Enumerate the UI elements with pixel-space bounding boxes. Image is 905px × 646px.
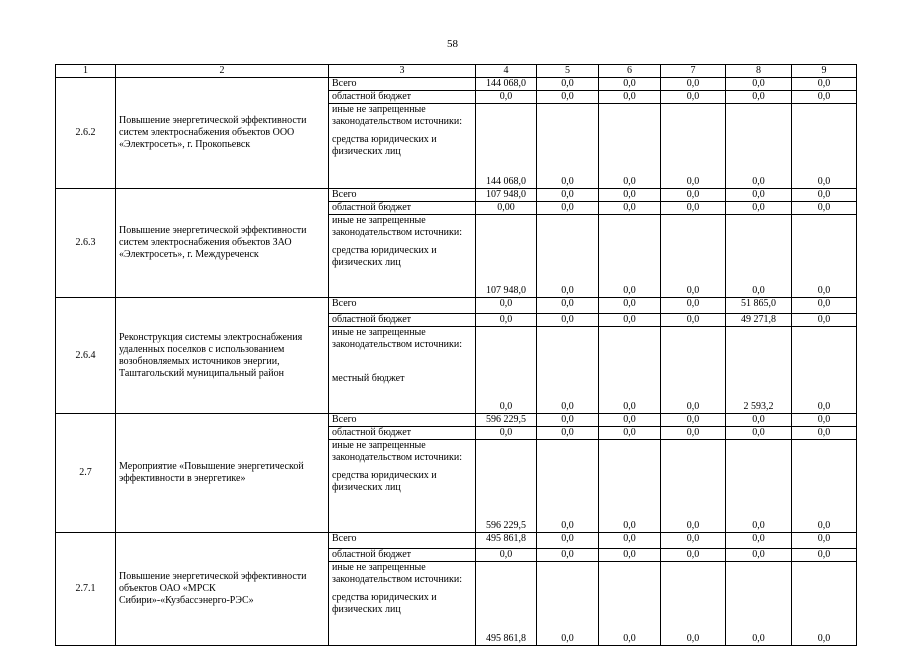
value-cell: 596 229,5 xyxy=(476,414,537,427)
value-cell: 0,0 xyxy=(537,533,599,549)
value-cell: 0,0 xyxy=(599,202,661,215)
value-cell: 0,0 xyxy=(661,533,726,549)
value-cell: 0,0 xyxy=(599,215,661,298)
value-cell: 0,0 xyxy=(726,202,792,215)
value-cell: 0,0 xyxy=(661,549,726,562)
measure-code: 2.6.4 xyxy=(56,298,116,414)
funding-source xyxy=(329,104,476,189)
value-cell: 51 865,0 xyxy=(726,298,792,314)
funding-source: Всего xyxy=(329,78,476,91)
value-cell: 0,0 xyxy=(792,414,857,427)
header-row xyxy=(56,65,857,78)
value-cell: 0,0 xyxy=(726,414,792,427)
column-header: 2 xyxy=(116,65,329,78)
value-cell: 0,0 xyxy=(599,427,661,440)
table-row xyxy=(56,533,857,549)
value-cell: 0,0 xyxy=(661,440,726,533)
measure-code: 2.6.2 xyxy=(56,78,116,189)
value-cell: 0,0 xyxy=(661,78,726,91)
value-cell: 495 861,8 xyxy=(476,562,537,646)
funding-source: Всего xyxy=(329,298,476,314)
measure-name: Повышение энергетической эффективности систем электроснабжения объектов ЗАО «Электросеть», г. Междуреченск xyxy=(116,189,329,298)
value-cell: 107 948,0 xyxy=(476,189,537,202)
funding-source-label: средства юридических и физических лиц xyxy=(332,134,437,157)
value-cell: 144 068,0 xyxy=(476,78,537,91)
table-row xyxy=(56,189,857,202)
value-cell: 0,0 xyxy=(537,104,599,189)
value-cell: 0,0 xyxy=(537,215,599,298)
funding-source xyxy=(329,440,476,533)
funding-source: Всего xyxy=(329,189,476,202)
value-cell: 0,0 xyxy=(599,91,661,104)
funding-source: областной бюджет xyxy=(329,91,476,104)
column-header: 3 xyxy=(329,65,476,78)
value-cell: 0,0 xyxy=(726,215,792,298)
column-header: 7 xyxy=(661,65,726,78)
value-cell: 0,0 xyxy=(537,562,599,646)
value-cell: 0,0 xyxy=(792,427,857,440)
funding-source xyxy=(329,327,476,414)
value-cell: 0,0 xyxy=(661,298,726,314)
page-number: 58 xyxy=(447,38,458,50)
value-cell: 495 861,8 xyxy=(476,533,537,549)
measure-name: Реконструкция системы электроснабжения удаленных поселков с использованием возобновляемых источников энергии, Таштагольский муниципальный район xyxy=(116,298,329,414)
funding-source: областной бюджет xyxy=(329,427,476,440)
table-body xyxy=(56,65,857,646)
value-cell: 0,0 xyxy=(537,314,599,327)
measure-code: 2.6.3 xyxy=(56,189,116,298)
value-cell: 0,0 xyxy=(726,549,792,562)
value-cell: 0,0 xyxy=(726,562,792,646)
value-cell: 0,0 xyxy=(599,327,661,414)
funding-source xyxy=(329,215,476,298)
value-cell: 0,0 xyxy=(661,414,726,427)
measure-name: Повышение энергетической эффективности объектов ОАО «МРСК Сибири»-«Кузбассэнерго-РЭС» xyxy=(116,533,329,646)
value-cell: 0,0 xyxy=(537,427,599,440)
value-cell: 0,0 xyxy=(537,202,599,215)
value-cell: 0,0 xyxy=(792,189,857,202)
funding-source xyxy=(329,562,476,646)
value-cell: 0,0 xyxy=(792,215,857,298)
value-cell: 0,0 xyxy=(726,78,792,91)
value-cell: 0,0 xyxy=(599,440,661,533)
value-cell: 0,0 xyxy=(599,104,661,189)
value-cell: 0,0 xyxy=(792,314,857,327)
value-cell: 0,0 xyxy=(476,298,537,314)
funding-source-label: местный бюджет xyxy=(332,373,405,384)
value-cell: 0,0 xyxy=(537,414,599,427)
other-sources-label: иные не запрещенные законодательством источники: xyxy=(332,327,463,350)
value-cell: 0,0 xyxy=(792,533,857,549)
value-cell: 0,0 xyxy=(661,215,726,298)
value-cell: 0,0 xyxy=(476,314,537,327)
value-cell: 0,0 xyxy=(726,91,792,104)
funding-source: областной бюджет xyxy=(329,549,476,562)
value-cell: 144 068,0 xyxy=(476,104,537,189)
table-row xyxy=(56,414,857,427)
column-header: 8 xyxy=(726,65,792,78)
value-cell: 0,0 xyxy=(661,562,726,646)
value-cell: 0,0 xyxy=(792,104,857,189)
value-cell: 0,0 xyxy=(537,78,599,91)
funding-source: областной бюджет xyxy=(329,202,476,215)
value-cell: 0,0 xyxy=(537,327,599,414)
column-header: 6 xyxy=(599,65,661,78)
table-row xyxy=(56,78,857,91)
value-cell: 0,0 xyxy=(792,549,857,562)
value-cell: 0,0 xyxy=(726,533,792,549)
value-cell: 0,0 xyxy=(661,314,726,327)
column-header: 9 xyxy=(792,65,857,78)
column-header: 1 xyxy=(56,65,116,78)
value-cell: 0,0 xyxy=(537,440,599,533)
measure-code: 2.7.1 xyxy=(56,533,116,646)
value-cell: 0,0 xyxy=(661,427,726,440)
value-cell: 0,0 xyxy=(599,189,661,202)
value-cell: 0,0 xyxy=(537,549,599,562)
value-cell: 0,0 xyxy=(792,440,857,533)
value-cell: 0,0 xyxy=(537,298,599,314)
value-cell: 0,00 xyxy=(476,202,537,215)
other-sources-label: иные не запрещенные законодательством источники: xyxy=(332,215,463,238)
column-header: 4 xyxy=(476,65,537,78)
value-cell: 0,0 xyxy=(792,202,857,215)
value-cell: 0,0 xyxy=(476,427,537,440)
value-cell: 0,0 xyxy=(476,327,537,414)
funding-source: Всего xyxy=(329,533,476,549)
value-cell: 0,0 xyxy=(599,298,661,314)
value-cell: 2 593,2 xyxy=(726,327,792,414)
value-cell: 0,0 xyxy=(537,189,599,202)
table-row xyxy=(56,298,857,314)
measure-name: Мероприятие «Повышение энергетической эффективности в энергетике» xyxy=(116,414,329,533)
value-cell: 0,0 xyxy=(792,298,857,314)
value-cell: 49 271,8 xyxy=(726,314,792,327)
value-cell: 0,0 xyxy=(599,314,661,327)
other-sources-label: иные не запрещенные законодательством источники: xyxy=(332,104,463,127)
other-sources-label: иные не запрещенные законодательством источники: xyxy=(332,440,463,463)
value-cell: 0,0 xyxy=(599,414,661,427)
value-cell: 0,0 xyxy=(792,327,857,414)
value-cell: 0,0 xyxy=(661,91,726,104)
value-cell: 0,0 xyxy=(792,78,857,91)
value-cell: 0,0 xyxy=(476,91,537,104)
value-cell: 0,0 xyxy=(792,562,857,646)
value-cell: 0,0 xyxy=(726,427,792,440)
value-cell: 0,0 xyxy=(599,562,661,646)
value-cell: 0,0 xyxy=(599,533,661,549)
funding-source-label: средства юридических и физических лиц xyxy=(332,592,437,615)
value-cell: 107 948,0 xyxy=(476,215,537,298)
value-cell: 0,0 xyxy=(792,91,857,104)
value-cell: 0,0 xyxy=(661,189,726,202)
funding-source: областной бюджет xyxy=(329,314,476,327)
value-cell: 0,0 xyxy=(661,327,726,414)
measure-code: 2.7 xyxy=(56,414,116,533)
column-header: 5 xyxy=(537,65,599,78)
value-cell: 596 229,5 xyxy=(476,440,537,533)
value-cell: 0,0 xyxy=(476,549,537,562)
funding-source-label: средства юридических и физических лиц xyxy=(332,245,437,268)
value-cell: 0,0 xyxy=(726,440,792,533)
value-cell: 0,0 xyxy=(537,91,599,104)
value-cell: 0,0 xyxy=(599,549,661,562)
other-sources-label: иные не запрещенные законодательством источники: xyxy=(332,562,463,585)
measure-name: Повышение энергетической эффективности систем электроснабжения объектов ООО «Электросеть», г. Прокопьевск xyxy=(116,78,329,189)
funding-source-label: средства юридических и физических лиц xyxy=(332,470,437,493)
value-cell: 0,0 xyxy=(661,202,726,215)
value-cell: 0,0 xyxy=(726,104,792,189)
value-cell: 0,0 xyxy=(726,189,792,202)
funding-source: Всего xyxy=(329,414,476,427)
value-cell: 0,0 xyxy=(661,104,726,189)
funding-table xyxy=(55,64,857,646)
value-cell: 0,0 xyxy=(599,78,661,91)
